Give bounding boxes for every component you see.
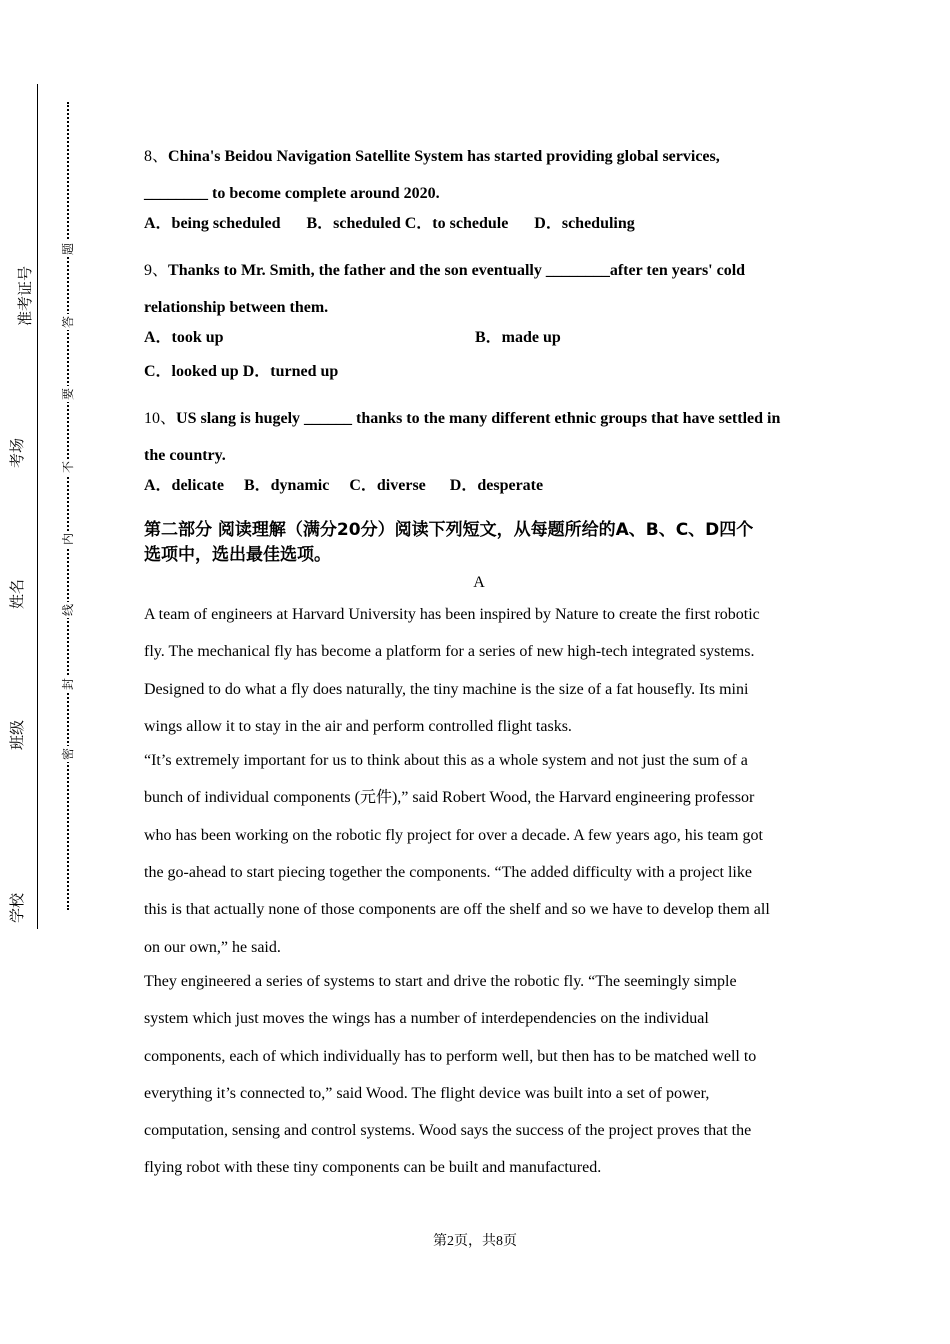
question-line: Thanks to Mr. Smith, the father and the son eventually ________after ten years' cold [168, 262, 746, 279]
options [144, 360, 814, 384]
page-content [144, 138, 814, 1187]
field-label-class: 班级 [5, 720, 29, 750]
seal-char: 要 [61, 388, 75, 401]
paragraph-line: wings allow it to stay in the air and perform controlled flight tasks. [144, 717, 572, 735]
field-label-name: 姓名 [5, 579, 29, 609]
seal-dotted-line [67, 102, 69, 910]
options [144, 474, 814, 498]
field-label-exam-id: 准考证号 [13, 266, 37, 326]
seal-char: 内 [61, 533, 75, 546]
paragraph-line: bunch of individual components (元件),” said Robert Wood, the Harvard engineering professor [144, 789, 755, 807]
question-line: ________ to become complete around 2020. [144, 185, 440, 202]
question-9 [144, 252, 814, 384]
options [144, 326, 814, 350]
option-b[interactable]: B．scheduled [306, 215, 401, 232]
field-label-exam-room: 考场 [5, 438, 29, 468]
paragraph-line: “It’s extremely important for us to think about this as a whole system and not just the sum of a [144, 752, 748, 770]
paragraph-line: components, each of which individually has to perform well, but then has to be matched well to [144, 1047, 757, 1065]
paragraph-line: A team of engineers at Harvard University has been inspired by Nature to create the first robotic [144, 606, 760, 623]
seal-char: 线 [61, 604, 75, 617]
option-b[interactable]: B．made up [475, 329, 561, 346]
seal-char: 不 [61, 461, 75, 474]
paragraph-line: everything it’s connected to,” said Wood. The flight device was built into a set of power, [144, 1084, 710, 1102]
question-stem [144, 400, 814, 437]
seal-char: 答 [61, 316, 75, 329]
paragraph-line: system which just moves the wings has a number of interdependencies on the individual [144, 1010, 709, 1028]
option-a[interactable]: A．delicate [144, 477, 224, 494]
question-number: 8、 [144, 148, 169, 165]
paragraph [144, 596, 814, 745]
option-a[interactable]: A．being scheduled [144, 215, 281, 232]
paragraph-line: They engineered a series of systems to start and drive the robotic fly. “The seemingly simple [144, 972, 737, 990]
paragraph-line: flying robot with these tiny components can be built and manufactured. [144, 1159, 602, 1177]
paragraph-line: the go-ahead to start piecing together the components. “The added difficulty with a project like [144, 864, 752, 882]
seal-char: 题 [61, 243, 75, 256]
question-stem [144, 138, 814, 175]
question-line: the country. [144, 447, 226, 464]
question-10 [144, 400, 814, 498]
question-number: 10、 [144, 410, 177, 427]
paragraph-line: computation, sensing and control systems. Wood says the success of the project proves that the [144, 1122, 752, 1140]
option-c[interactable]: C．to schedule [404, 215, 509, 232]
paragraph-line: Designed to do what a fly does naturally, the tiny machine is the size of a fat housefly. Its mini [144, 680, 749, 698]
paragraph-line: fly. The mechanical fly has become a platform for a series of new high-tech integrated systems. [144, 643, 755, 661]
paragraph-line: on our own,” he said. [144, 938, 281, 956]
option-d[interactable]: D．turned up [242, 363, 339, 380]
paragraph [144, 742, 814, 966]
seal-char: 封 [61, 678, 75, 691]
option-d[interactable]: D．desperate [449, 477, 544, 494]
option-d[interactable]: D．scheduling [534, 215, 635, 232]
seal-char: 密 [61, 748, 75, 761]
section-title-line: 选项中，选出最佳选项。 [144, 545, 331, 565]
section-title-line: 第二部分 阅读理解（满分20分）阅读下列短文，从每题所给的A、B、C、D四个 [144, 520, 754, 540]
paragraph-line: who has been working on the robotic fly project for over a decade. A few years ago, his team got [144, 826, 763, 844]
option-a[interactable]: A．took up [144, 329, 224, 346]
question-stem [144, 252, 814, 289]
binding-solid-line [37, 84, 38, 929]
question-line: China's Beidou Navigation Satellite System has started providing global services, [168, 148, 720, 165]
options [144, 212, 814, 236]
question-8 [144, 138, 814, 236]
option-c[interactable]: C．diverse [349, 477, 426, 494]
passage-label: A [473, 574, 485, 591]
question-line: US slang is hugely ______ thanks to the many different ethnic groups that have settled in [176, 410, 781, 427]
section-title [144, 518, 814, 568]
field-label-school: 学校 [5, 893, 29, 923]
option-b[interactable]: B．dynamic [243, 477, 330, 494]
page-footer: 第2页，共8页 [433, 1234, 517, 1249]
binding-margin [0, 0, 95, 1344]
option-c[interactable]: C．looked up [144, 363, 239, 380]
question-line: relationship between them. [144, 299, 329, 316]
question-number: 9、 [144, 262, 169, 279]
paragraph [144, 963, 814, 1187]
paragraph-line: this is that actually none of those components are off the shelf and so we have to develop them all [144, 901, 770, 919]
